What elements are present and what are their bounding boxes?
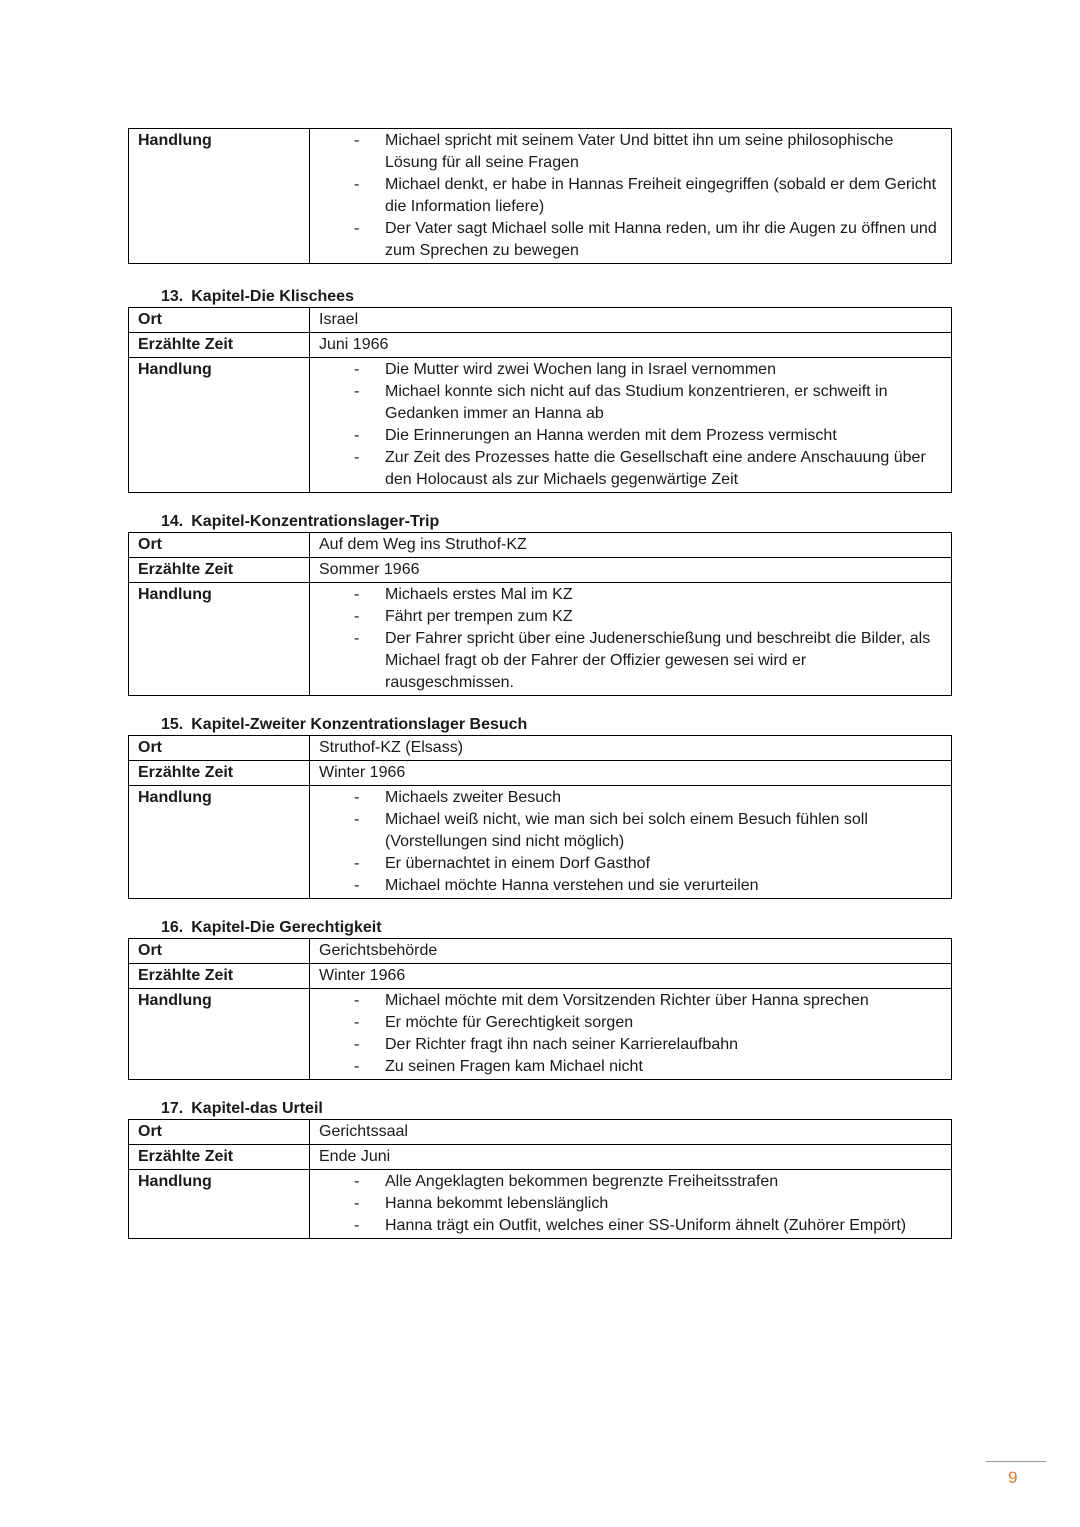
list-item: - Fährt per trempen zum KZ <box>319 606 951 628</box>
list-item: - Michael möchte Hanna verstehen und sie verurteilen <box>319 875 951 897</box>
list-item: - Michael spricht mit seinem Vater Und bittet ihn um seine philosophische Lösung für all seine Fragen <box>319 130 951 174</box>
list-item: - Der Fahrer spricht über eine Judenerschießung und beschreibt die Bilder, als Michael fragt ob der Fahrer der Offizier gewesen sei wird er rausgeschmissen. <box>319 628 951 694</box>
chapter-12-continuation <box>128 128 952 264</box>
zeit-value: Sommer 1966 <box>310 558 952 583</box>
list-item: - Hanna trägt ein Outfit, welches einer SS-Uniform ähnelt (Zuhörer Empört) <box>319 1215 951 1237</box>
chapter-14-table <box>128 532 952 696</box>
list-item: - Alle Angeklagten bekommen begrenzte Freiheitsstrafen <box>319 1171 951 1193</box>
chapter-table <box>128 128 952 264</box>
list-item: - Hanna bekommt lebenslänglich <box>319 1193 951 1215</box>
chapter-13-table <box>128 307 952 493</box>
handlung-cell <box>310 786 952 899</box>
list-item: - Michaels erstes Mal im KZ <box>319 584 951 606</box>
list-item: - Michaels zweiter Besuch <box>319 787 951 809</box>
list-item: - Die Erinnerungen an Hanna werden mit dem Prozess vermischt <box>319 425 951 447</box>
handlung-label: Handlung <box>129 129 310 264</box>
ort-label: Ort <box>129 736 310 761</box>
list-item: - Zur Zeit des Prozesses hatte die Gesellschaft eine andere Anschauung über den Holocaust als zur Michaels gegenwärtige Zeit <box>319 447 951 491</box>
handlung-list <box>319 990 951 1078</box>
handlung-label: Handlung <box>129 358 310 493</box>
ort-value: Struthof-KZ (Elsass) <box>310 736 952 761</box>
ort-value: Gerichtssaal <box>310 1120 952 1145</box>
list-item: - Der Vater sagt Michael solle mit Hanna reden, um ihr die Augen zu öffnen und zum Sprechen zu bewegen <box>319 218 951 262</box>
list-item: - Michael weiß nicht, wie man sich bei solch einem Besuch fühlen soll (Vorstellungen sind nicht möglich) <box>319 809 951 853</box>
chapter-16-table <box>128 938 952 1080</box>
zeit-label: Erzählte Zeit <box>129 761 310 786</box>
chapter-15-table <box>128 735 952 899</box>
list-item: - Er möchte für Gerechtigkeit sorgen <box>319 1012 951 1034</box>
list-item: - Michael möchte mit dem Vorsitzenden Richter über Hanna sprechen <box>319 990 951 1012</box>
ort-value: Auf dem Weg ins Struthof-KZ <box>310 533 952 558</box>
handlung-label: Handlung <box>129 989 310 1080</box>
ort-label: Ort <box>129 308 310 333</box>
ort-value: Gerichtsbehörde <box>310 939 952 964</box>
ort-label: Ort <box>129 1120 310 1145</box>
list-item: - Zu seinen Fragen kam Michael nicht <box>319 1056 951 1078</box>
zeit-value: Winter 1966 <box>310 761 952 786</box>
chapter-15-heading: 15. Kapitel-Zweiter Konzentrationslager Besuch <box>161 716 528 733</box>
zeit-label: Erzählte Zeit <box>129 964 310 989</box>
handlung-label: Handlung <box>129 1170 310 1239</box>
handlung-label: Handlung <box>129 583 310 696</box>
zeit-label: Erzählte Zeit <box>129 333 310 358</box>
chapter-17-heading: 17. Kapitel-das Urteil <box>161 1100 323 1117</box>
handlung-cell <box>310 989 952 1080</box>
ort-value: Israel <box>310 308 952 333</box>
handlung-list <box>319 787 951 897</box>
page-number: 9 <box>1008 1468 1018 1487</box>
chapter-14-heading: 14. Kapitel-Konzentrationslager-Trip <box>161 513 440 530</box>
zeit-value: Juni 1966 <box>310 333 952 358</box>
handlung-cell <box>310 583 952 696</box>
chapter-13-heading: 13. Kapitel-Die Klischees <box>161 288 354 305</box>
handlung-cell <box>310 129 952 264</box>
list-item: - Die Mutter wird zwei Wochen lang in Israel vernommen <box>319 359 951 381</box>
list-item: - Michael konnte sich nicht auf das Studium konzentrieren, er schweift in Gedanken immer an Hanna ab <box>319 381 951 425</box>
handlung-label: Handlung <box>129 786 310 899</box>
ort-label: Ort <box>129 939 310 964</box>
handlung-list <box>319 584 951 694</box>
ort-label: Ort <box>129 533 310 558</box>
handlung-cell <box>310 1170 952 1239</box>
list-item: - Der Richter fragt ihn nach seiner Karrierelaufbahn <box>319 1034 951 1056</box>
handlung-list <box>319 130 951 262</box>
footer-divider <box>986 1461 1046 1462</box>
zeit-value: Winter 1966 <box>310 964 952 989</box>
list-item: - Michael denkt, er habe in Hannas Freiheit eingegriffen (sobald er dem Gericht die Information liefere) <box>319 174 951 218</box>
handlung-cell <box>310 358 952 493</box>
zeit-label: Erzählte Zeit <box>129 1145 310 1170</box>
zeit-value: Ende Juni <box>310 1145 952 1170</box>
handlung-list <box>319 1171 951 1237</box>
zeit-label: Erzählte Zeit <box>129 558 310 583</box>
handlung-list <box>319 359 951 491</box>
chapter-17-table <box>128 1119 952 1239</box>
list-item: - Er übernachtet in einem Dorf Gasthof <box>319 853 951 875</box>
chapter-16-heading: 16. Kapitel-Die Gerechtigkeit <box>161 919 382 936</box>
